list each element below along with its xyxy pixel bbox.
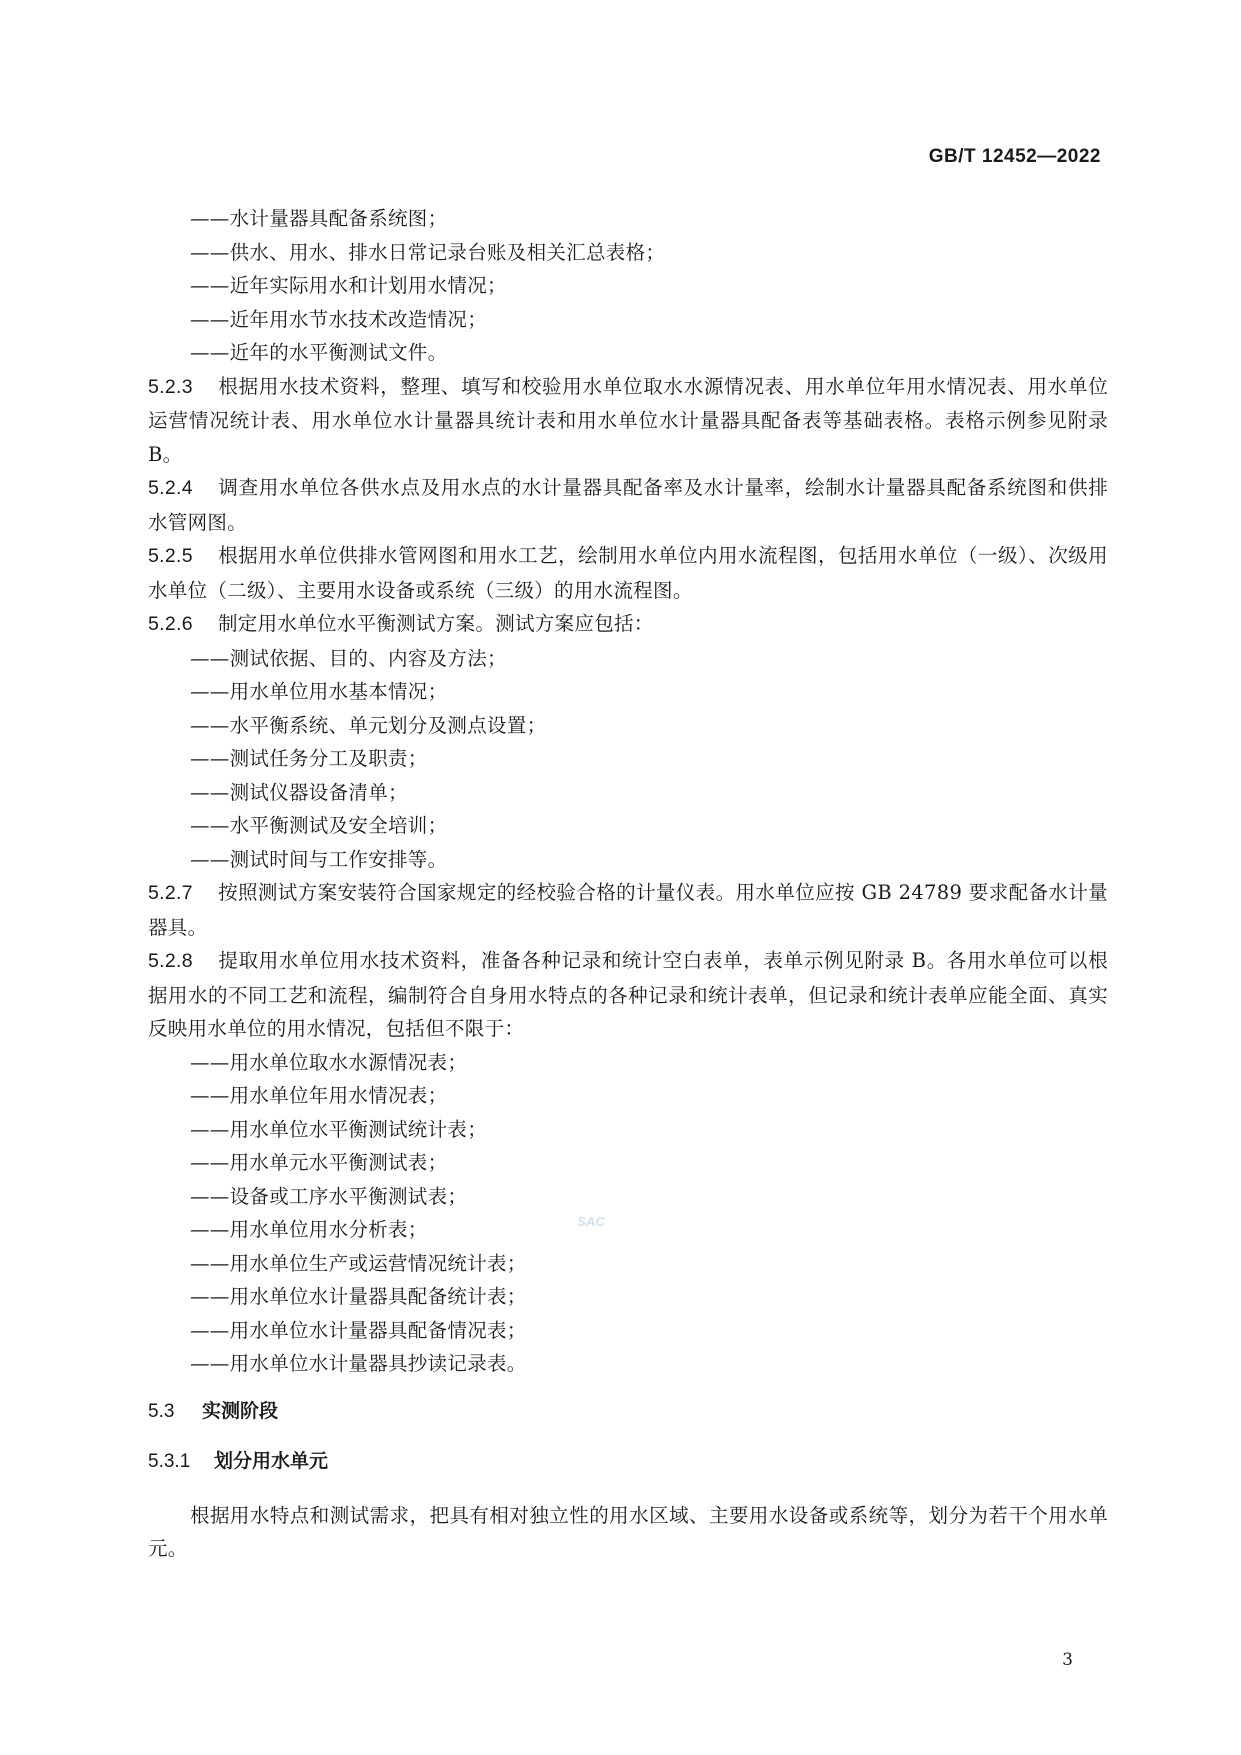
list-item: ——测试任务分工及职责；: [190, 747, 428, 770]
section-title: 划分用水单元: [214, 1450, 329, 1472]
clause-5-2-3: [148, 370, 1108, 472]
list-item: ——用水单位水计量器具配备统计表；: [190, 1285, 527, 1308]
section-number: 5.3.1: [148, 1450, 191, 1472]
clause-text: 按照测试方案安装符合国家规定的经校验合格的计量仪表。用水单位应按 GB 24789 要求配备水计量器具。: [148, 881, 1108, 939]
list-item: ——用水单位生产或运营情况统计表；: [190, 1251, 527, 1275]
list-item: ——设备或工序水平衡测试表；: [190, 1184, 468, 1208]
list-item: ——测试依据、目的、内容及方法；: [190, 646, 507, 670]
clause-5-2-5: [148, 539, 1108, 607]
clause-5-2-6: [148, 607, 1108, 642]
list-item: ——用水单元水平衡测试表；: [190, 1151, 448, 1174]
clause-text: 根据用水技术资料，整理、填写和校验用水单位取水水源情况表、用水单位年用水情况表、用水单位运营情况统计表、用水单位水计量器具统计表和用水单位水计量器具配备表等基础表格。表格示例参见附录 B。: [148, 374, 1108, 466]
clause-number: 5.2.4: [148, 477, 193, 499]
list-item: ——用水单位用水基本情况；: [190, 680, 448, 703]
sac-watermark: SAC: [577, 1214, 605, 1229]
section-title: 实测阶段: [202, 1400, 279, 1422]
clause-5-2-7: [148, 876, 1108, 944]
clause-number: 5.2.7: [148, 882, 193, 904]
list-item: ——用水单位年用水情况表；: [190, 1084, 448, 1107]
clause-text: 调查用水单位各供水点及用水点的水计量器具配备率及水计量率，绘制水计量器具配备系统图和供排水管网图。: [148, 476, 1108, 534]
section-number: 5.3: [148, 1400, 175, 1422]
list-item: ——水平衡系统、单元划分及测点设置；: [190, 713, 547, 737]
list-item: ——测试时间与工作安排等。: [190, 847, 448, 871]
page-number: 3: [1062, 1650, 1073, 1670]
list-item: ——水平衡测试及安全培训；: [190, 814, 448, 837]
clause-number: 5.2.8: [148, 950, 193, 972]
list-item: ——用水单位用水分析表；: [190, 1218, 428, 1241]
list-item: ——用水单位水计量器具抄读记录表。: [190, 1352, 527, 1375]
section-heading-5-3-1: [148, 1447, 1108, 1477]
list-block-1: [148, 202, 1108, 370]
list-item: ——供水、用水、排水日常记录台账及相关汇总表格；: [190, 240, 666, 264]
list-item: ——用水单位水计量器具配备情况表；: [190, 1318, 527, 1342]
section-heading-5-3: [148, 1397, 1108, 1427]
list-item: ——用水单位水平衡测试统计表；: [190, 1117, 487, 1141]
list-item: ——水计量器具配备系统图；: [190, 207, 448, 230]
clause-number: 5.2.5: [148, 545, 193, 567]
standard-code: GB/T 12452—2022: [928, 146, 1101, 167]
clause-5-2-8: [148, 944, 1108, 1046]
clause-number: 5.2.3: [148, 375, 193, 398]
clause-number: 5.2.6: [148, 613, 193, 635]
clause-5-2-4: [148, 471, 1108, 539]
clause-text: 提取用水单位用水技术资料，准备各种记录和统计空白表单，表单示例见附录 B。各用水单位可以根据用水的不同工艺和流程，编制符合自身用水特点的各种记录和统计表单，但记录和统计表单应能全面、真实反映用水单位的用水情况，包括但不限于：: [148, 949, 1108, 1040]
list-item: ——近年用水节水技术改造情况；: [190, 307, 487, 331]
list-item: ——近年的水平衡测试文件。: [190, 341, 448, 364]
clause-text: 制定用水单位水平衡测试方案。测试方案应包括：: [218, 612, 654, 635]
document-body: [148, 202, 1108, 1566]
list-block-5-2-6: [148, 642, 1108, 877]
list-item: ——用水单位取水水源情况表；: [190, 1050, 468, 1074]
list-item: ——测试仪器设备清单；: [190, 780, 408, 804]
clause-text: 根据用水单位供排水管网图和用水工艺，绘制用水单位内用水流程图，包括用水单位（一级）、次级用水单位（二级）、主要用水设备或系统（三级）的用水流程图。: [148, 544, 1108, 602]
list-item: ——近年实际用水和计划用水情况；: [190, 274, 507, 297]
paragraph-5-3-1: 根据用水特点和测试需求，把具有相对独立性的用水区域、主要用水设备或系统等，划分为若干个用水单元。: [148, 1503, 1108, 1560]
list-block-5-2-8: [148, 1046, 1108, 1381]
